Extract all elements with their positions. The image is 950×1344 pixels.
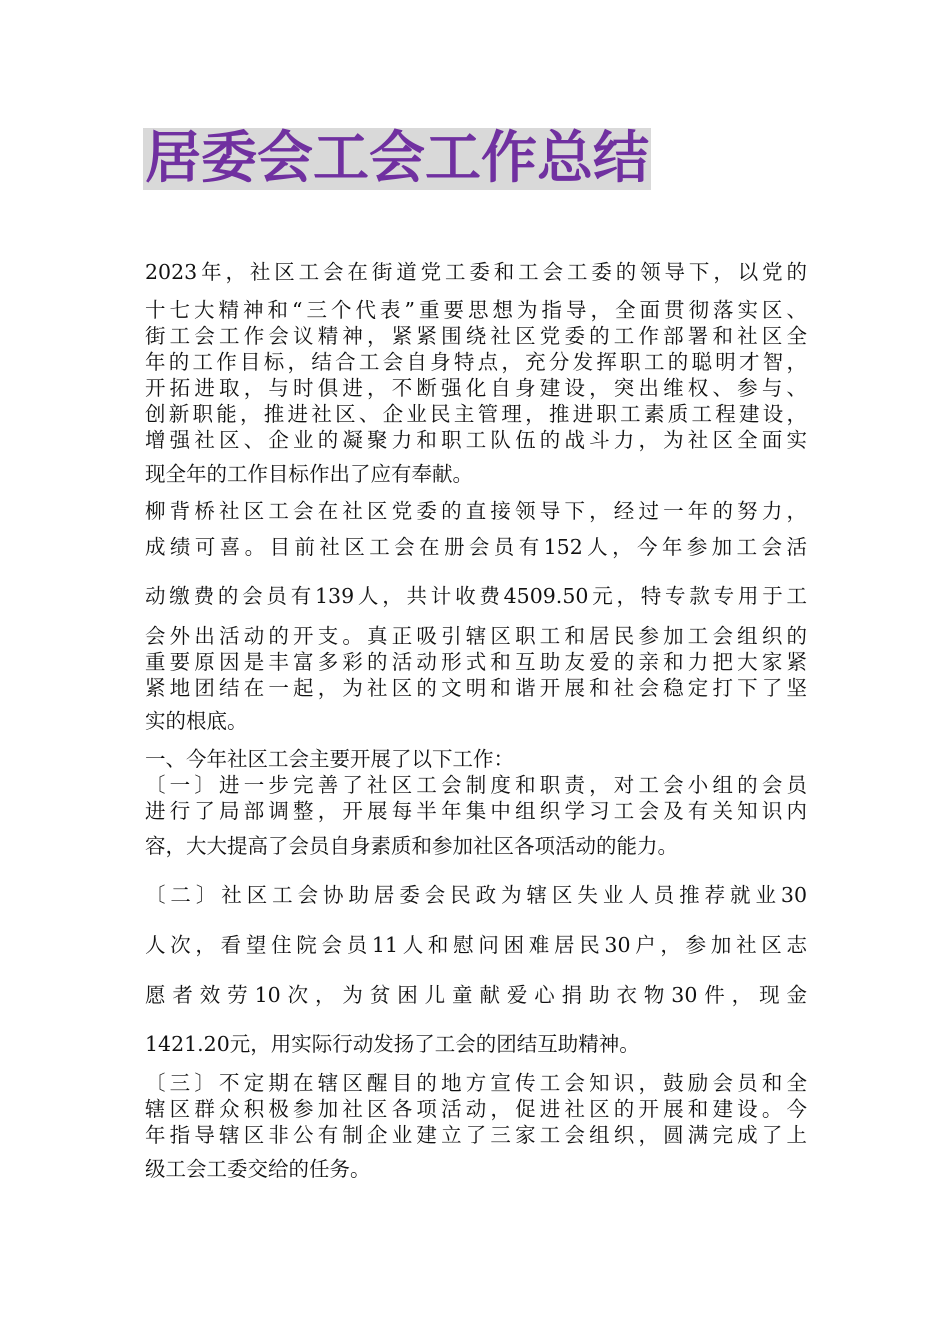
paragraph-line: 动缴费的会员有139人，共计收费4509.50元，特专款专用于工 bbox=[145, 584, 807, 608]
paragraph-line: 容，大大提高了会员自身素质和参加社区各项活动的能力。 bbox=[145, 834, 678, 858]
paragraph-line: 年的工作目标，结合工会自身特点，充分发挥职工的聪明才智， bbox=[145, 350, 807, 374]
paragraph-line: 十七大精神和“三个代表”重要思想为指导，全面贯彻落实区、 bbox=[145, 298, 807, 322]
paragraph-line: 辖区群众积极参加社区各项活动，促进社区的开展和建设。今 bbox=[145, 1097, 807, 1121]
paragraph-line: 创新职能，推进社区、企业民主管理，推进职工素质工程建设， bbox=[145, 402, 807, 426]
paragraph-line: 〔三〕不定期在辖区醒目的地方宣传工会知识，鼓励会员和全 bbox=[145, 1071, 807, 1095]
paragraph-line: 人次，看望住院会员11人和慰问困难居民30户，参加社区志 bbox=[145, 933, 807, 957]
paragraph-line: 紧地团结在一起，为社区的文明和谐开展和社会稳定打下了坚 bbox=[145, 676, 807, 700]
paragraph-line: 〔一〕进一步完善了社区工会制度和职责，对工会小组的会员 bbox=[145, 773, 807, 797]
paragraph-line: 进行了局部调整，开展每半年集中组织学习工会及有关知识内 bbox=[145, 799, 807, 823]
paragraph-line: 重要原因是丰富多彩的活动形式和互助友爱的亲和力把大家紧 bbox=[145, 650, 807, 674]
paragraph-line: 街工会工作会议精神，紧紧围绕社区党委的工作部署和社区全 bbox=[145, 324, 807, 348]
paragraph-line: 1421.20元，用实际行动发扬了工会的团结互助精神。 bbox=[145, 1032, 640, 1056]
document-title: 居委会工会工作总结 bbox=[145, 126, 649, 191]
paragraph-line: 年指导辖区非公有制企业建立了三家工会组织，圆满完成了上 bbox=[145, 1123, 807, 1147]
paragraph-line: 柳背桥社区工会在社区党委的直接领导下，经过一年的努力， bbox=[145, 499, 807, 523]
paragraph-line: 开拓进取，与时俱进，不断强化自身建设，突出维权、参与、 bbox=[145, 376, 807, 400]
paragraph-line: 成绩可喜。目前社区工会在册会员有152人，今年参加工会活 bbox=[145, 535, 807, 559]
paragraph-line: 〔二〕社区工会协助居委会民政为辖区失业人员推荐就业30 bbox=[145, 883, 807, 907]
paragraph-line: 增强社区、企业的凝聚力和职工队伍的战斗力，为社区全面实 bbox=[145, 428, 807, 452]
paragraph-line: 2023年，社区工会在街道党工委和工会工委的领导下，以党的 bbox=[145, 260, 807, 284]
section-heading: 一、今年社区工会主要开展了以下工作： bbox=[145, 747, 514, 771]
paragraph-line: 现全年的工作目标作出了应有奉献。 bbox=[145, 462, 473, 486]
paragraph-line: 实的根底。 bbox=[145, 709, 248, 733]
paragraph-line: 会外出活动的开支。真正吸引辖区职工和居民参加工会组织的 bbox=[145, 624, 807, 648]
paragraph-line: 级工会工委交给的任务。 bbox=[145, 1157, 371, 1181]
paragraph-line: 愿者效劳10次，为贫困儿童献爱心捐助衣物30件，现金 bbox=[145, 983, 807, 1007]
